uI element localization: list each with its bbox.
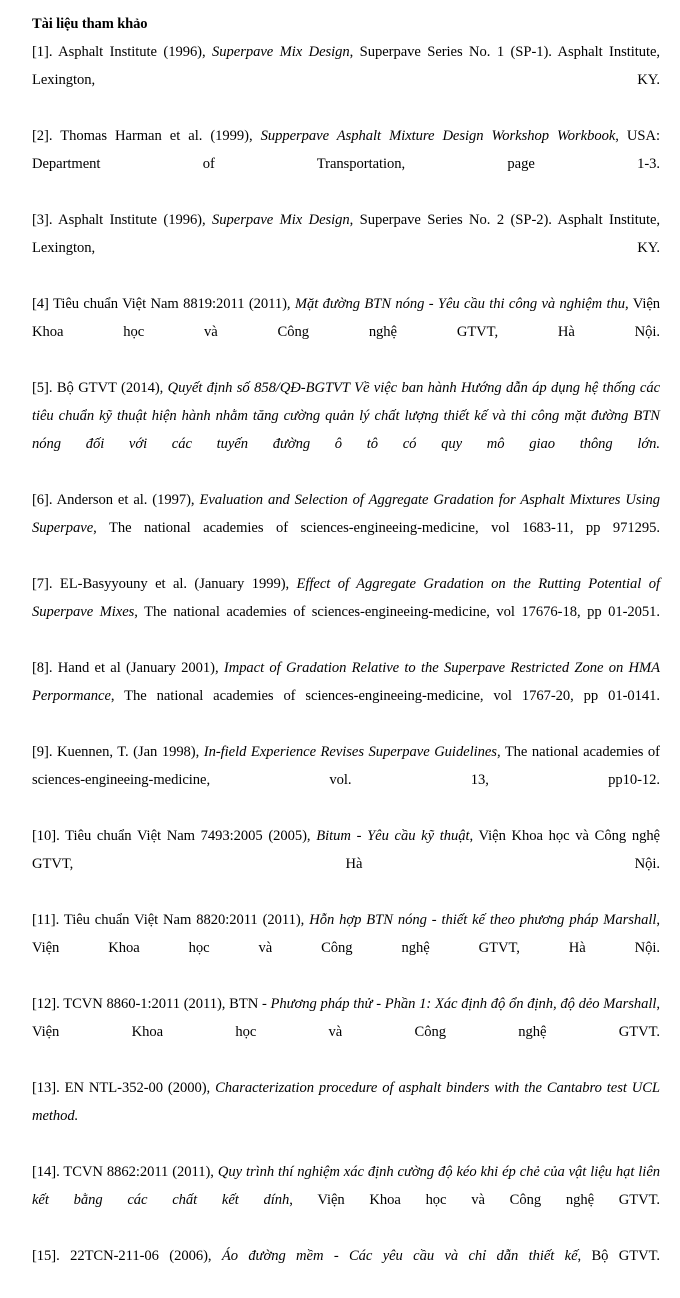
reference-marker: [6]. [32,492,53,508]
reference-text: , Viện Khoa học và Công nghệ GTVT, Hà Nội. [32,296,661,340]
reference-text: Tiêu chuẩn Việt Nam 7493:2005 (2005), [59,828,317,844]
reference-entry [32,570,660,654]
reference-text: , Viện Khoa học và Công nghệ GTVT. [32,996,660,1040]
reference-text: EN NTL-352-00 (2000), [59,1080,216,1096]
reference-entry [32,1242,660,1298]
reference-title-italic: Quy trình thí nghiệm xác định cường độ kéo khi ép chẻ của vật liệu hạt liên kết bằng các chất kết dính [32,1164,660,1208]
reference-text: Thomas Harman et al. (1999), [52,128,261,144]
reference-text: Hand et al (January 2001), [52,660,224,676]
reference-text: Asphalt Institute (1996), [52,44,213,60]
reference-entry [32,906,660,990]
reference-title-italic: Phương pháp thử - Phần 1: Xác định độ ổn định, độ dẻo Marshall [270,996,657,1012]
reference-text: , Viện Khoa học và Công nghệ GTVT, Hà Nội. [32,828,660,872]
reference-text: , The national academies of sciences-engineeing-medicine, vol. 13, pp10-12. [32,744,660,788]
reference-title-italic: Effect of Aggregate Gradation on the Rutting Potential of Superpave Mixes [32,576,660,620]
reference-entry [32,206,660,290]
reference-title-italic: Superpave Mix Design [212,212,350,228]
reference-entry [32,738,660,822]
reference-marker: [9]. [32,744,53,760]
reference-title-italic: Superpave Mix Design [212,44,350,60]
reference-title-italic: Mặt đường BTN nóng - Yêu cầu thi công và nghiệm thu [294,296,626,312]
reference-text: Tiêu chuẩn Việt Nam 8820:2011 (2011), [59,912,310,928]
reference-entry [32,1158,660,1242]
reference-text: , Viện Khoa học và Công nghệ GTVT. [289,1192,660,1208]
reference-entry [32,122,660,206]
reference-marker: [10]. [32,828,60,844]
reference-text: , Superpave Series No. 1 (SP-1). Asphalt Institute, Lexington, KY. [32,44,660,88]
reference-text: 22TCN-211-06 (2006), [59,1248,222,1264]
reference-entry [32,374,660,486]
reference-entry [32,38,660,122]
reference-text: , The national academies of sciences-engineeing-medicine, vol 17676-18, pp 01-2051. [134,604,660,620]
reference-title-italic: Characterization procedure of asphalt binders with the Cantabro test UCL method. [32,1080,660,1124]
reference-entry [32,1074,660,1158]
reference-entry [32,990,660,1074]
reference-entry [32,486,660,570]
reference-marker: [8]. [32,660,53,676]
reference-marker: [5]. [32,380,53,396]
reference-title-italic: Quyết định số 858/QĐ-BGTVT Về việc ban hành Hướng dẫn áp dụng hệ thống các tiêu chuẩn kỹ thuật hiện hành nhằm tăng cường quản lý chất lượng thiết kế và thi công mặt đường BTN nóng đối với các tuyến đường ô tô có quy mô giao thông lớn. [32,380,661,452]
reference-text: EL-Basyyouny et al. (January 1999), [52,576,297,592]
reference-marker: [13]. [32,1080,60,1096]
reference-text: Tiêu chuẩn Việt Nam 8819:2011 (2011), [48,296,295,312]
reference-text: , USA: Department of Transportation, page 1-3. [32,128,660,172]
reference-title-italic: Hỗn hợp BTN nóng - thiết kế theo phương pháp Marshall [309,912,657,928]
reference-text: TCVN 8860-1:2011 (2011), BTN - [59,996,271,1012]
reference-text: , Viện Khoa học và Công nghệ GTVT, Hà Nội. [32,912,661,956]
references-heading: Tài liệu tham khảo [32,16,148,32]
reference-marker: [15]. [32,1248,60,1264]
reference-title-italic: Evaluation and Selection of Aggregate Gradation for Asphalt Mixtures Using Superpave [32,492,660,536]
reference-text: Kuennen, T. (Jan 1998), [52,744,204,760]
reference-entry [32,822,660,906]
reference-title-italic: Supperpave Asphalt Mixture Design Workshop Workbook [260,128,616,144]
reference-title-italic: Impact of Gradation Relative to the Superpave Restricted Zone on HMA Perpormance [32,660,660,704]
reference-text: , The national academies of sciences-engineeing-medicine, vol 1767-20, pp 01-0141. [110,688,660,704]
reference-title-italic: Áo đường mềm - Các yêu cầu và chỉ dẫn thiết kế [221,1248,578,1264]
reference-marker: [4] [32,296,49,312]
reference-entry [32,654,660,738]
reference-text: , The national academies of sciences-engineeing-medicine, vol 1683-11, pp 971295. [93,520,660,536]
reference-text: Asphalt Institute (1996), [52,212,213,228]
reference-marker: [14]. [32,1164,60,1180]
reference-marker: [12]. [32,996,60,1012]
references-list [32,38,660,1298]
reference-text: Bộ GTVT (2014), [52,380,168,396]
reference-title-italic: Bitum - Yêu cầu kỹ thuật [316,828,470,844]
reference-entry [32,290,660,374]
reference-marker: [1]. [32,44,53,60]
reference-marker: [7]. [32,576,53,592]
reference-text: , Superpave Series No. 2 (SP-2). Asphalt Institute, Lexington, KY. [32,212,660,256]
reference-text: TCVN 8862:2011 (2011), [59,1164,218,1180]
reference-title-italic: In-field Experience Revises Superpave Guidelines [203,744,497,760]
reference-text: , Bộ GTVT. [577,1248,660,1264]
reference-text: Anderson et al. (1997), [52,492,200,508]
reference-marker: [11]. [32,912,60,928]
reference-marker: [2]. [32,128,53,144]
reference-marker: [3]. [32,212,53,228]
